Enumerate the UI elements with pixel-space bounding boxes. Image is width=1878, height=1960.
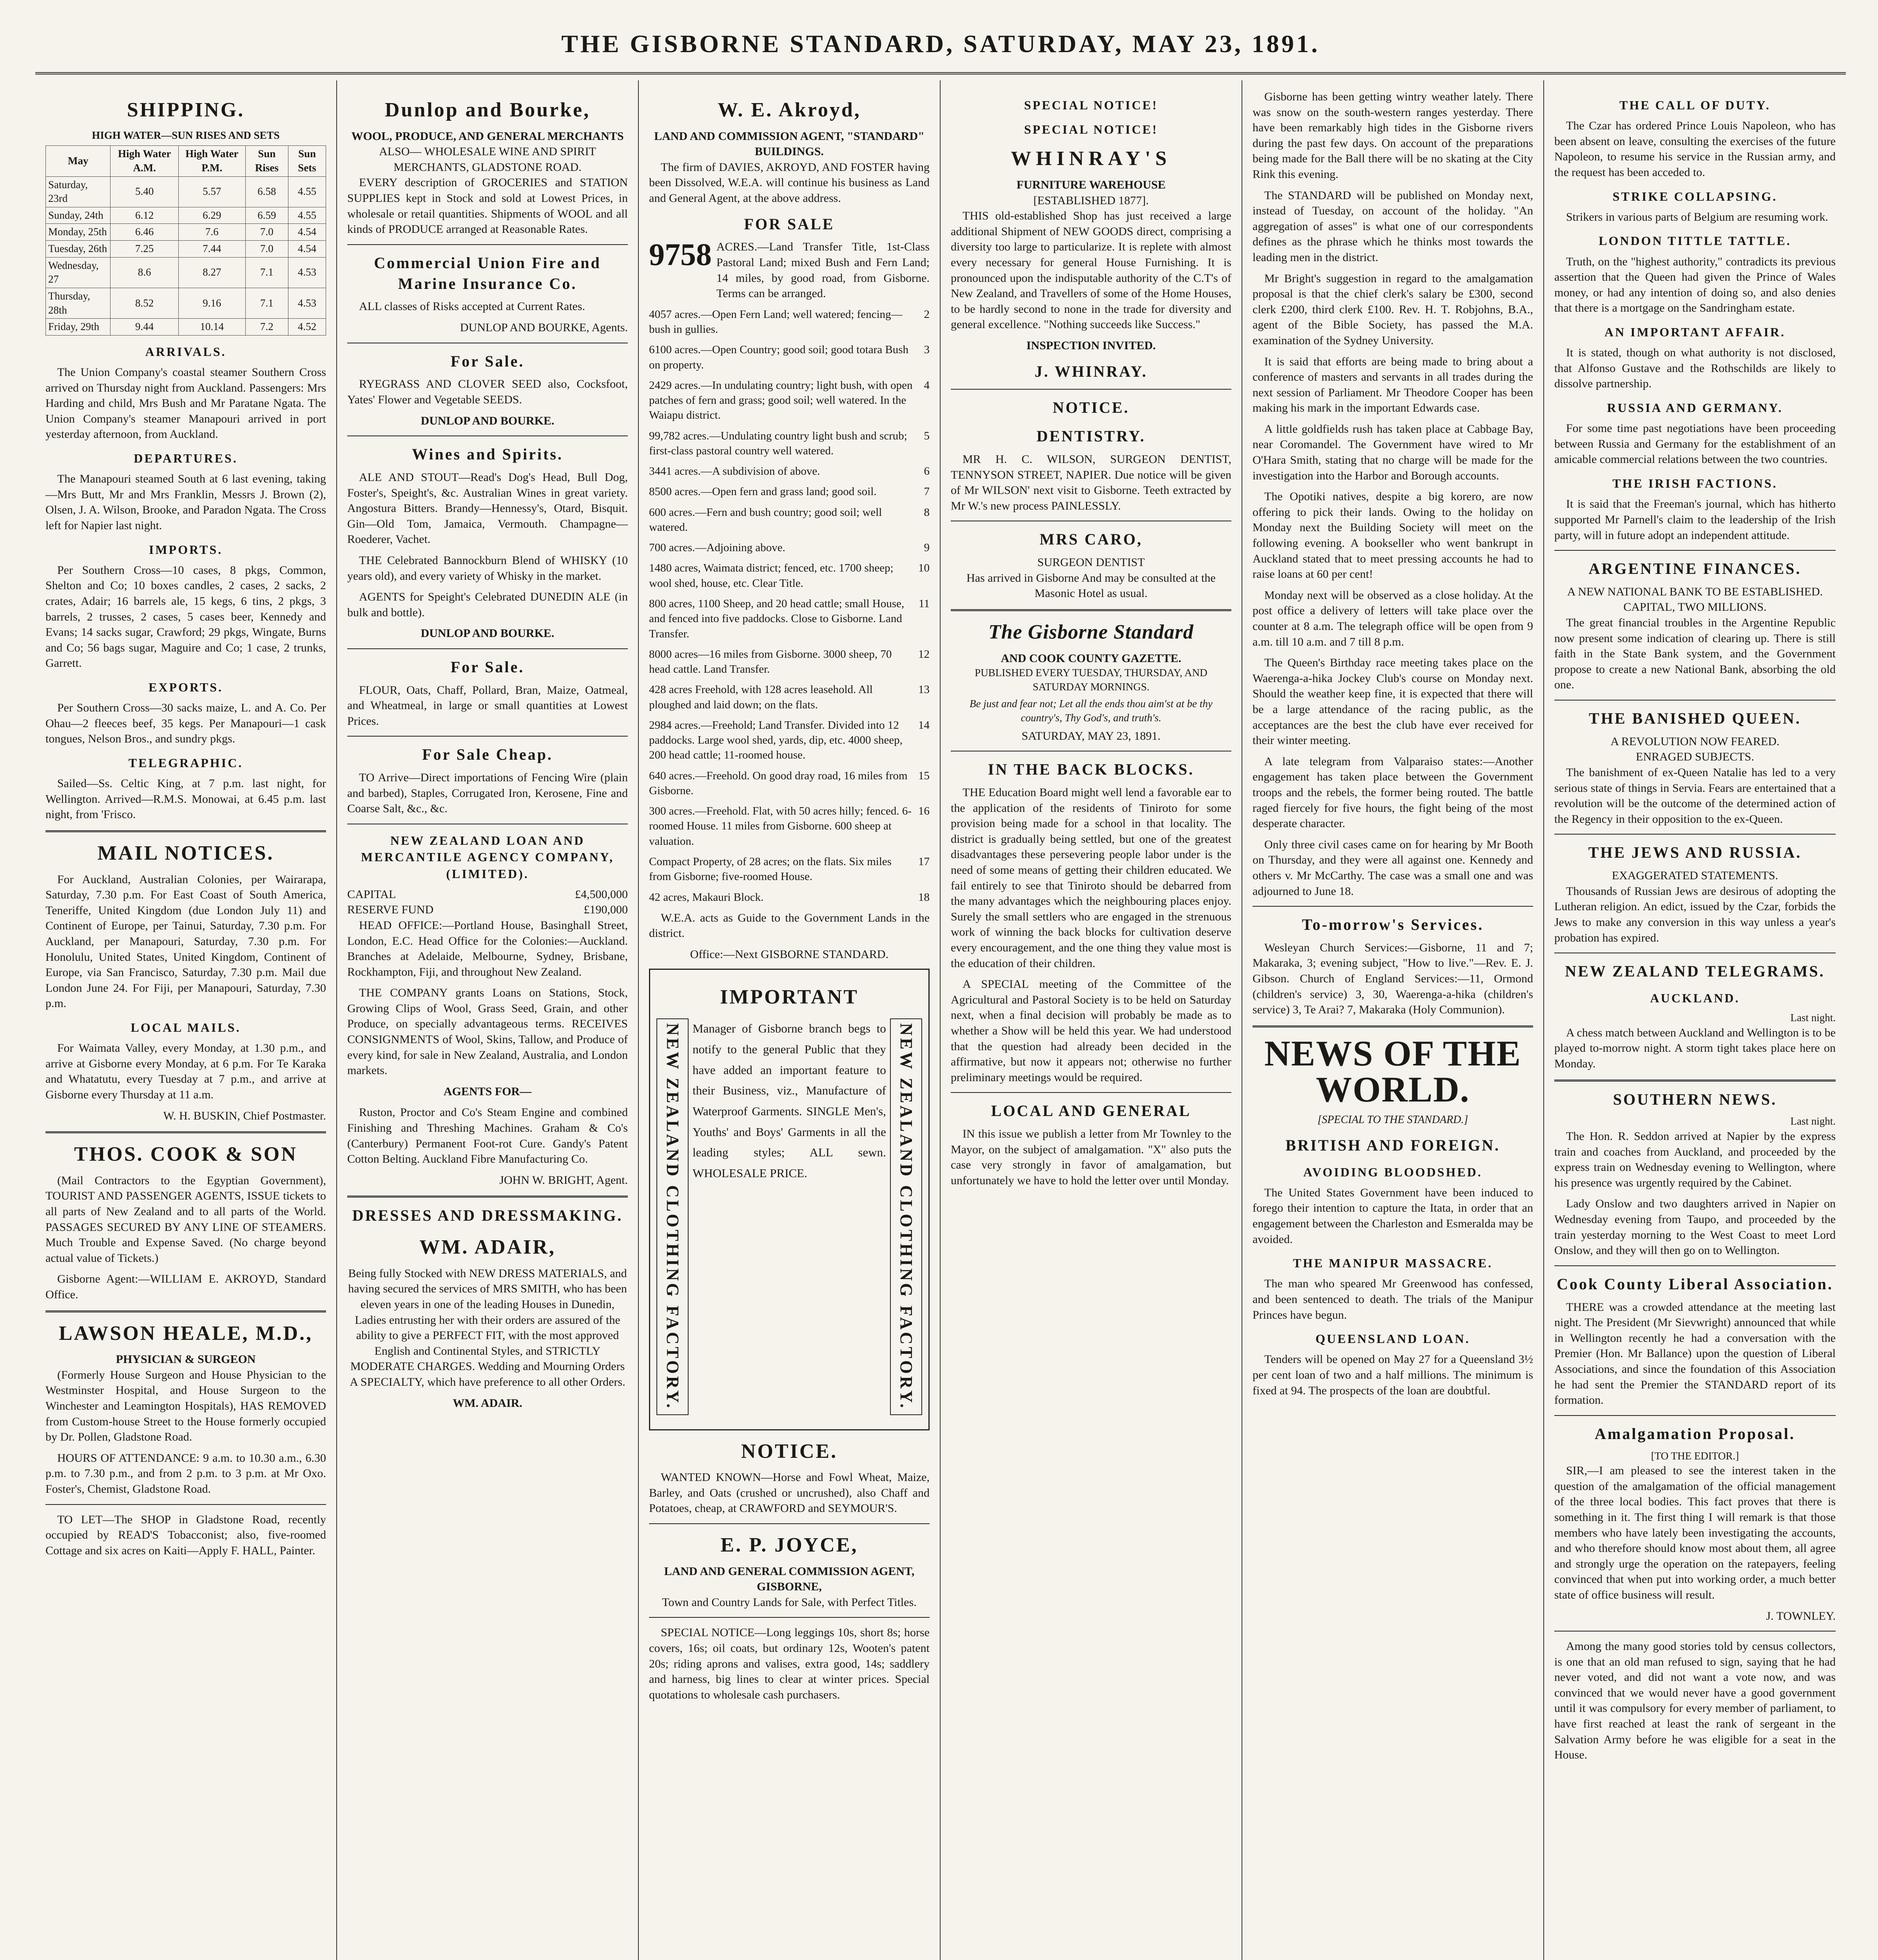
adair-text: Being fully Stocked with NEW DRESS MATERIALS, and having secured the services of MRS SMITH, who has been eleven years in one of the leading Houses in Dunedin, Ladies entrusting her with their orders are assured of the ability to give a PERFECT FIT, with the most approved English and Continental Styles, and STRICTLY MODERATE CHARGES. Wedding and Mourning Orders A SPECIALTY, which have preference to all other Orders. [348, 1267, 627, 1388]
joyce-heading: E. P. JOYCE, [720, 1534, 858, 1557]
whinray-signature: J. WHINRAY. [1034, 362, 1148, 380]
land-lot-text: 99,782 acres.—Undulating country light bush and scrub; first-class pastoral country well watered. [649, 429, 907, 457]
ale-agents-text: AGENTS for Speight's Celebrated DUNEDIN ALE (in bulk and bottle). [347, 590, 628, 619]
land-lot [649, 718, 930, 763]
land-lot-text: 6100 acres.—Open Country; good soil; good totara Bush on property. [649, 343, 909, 371]
land-lot-text: 640 acres.—Freehold. On good dray road, 16 miles from Gisborne. [649, 769, 908, 797]
russia-text: For some time past negotiations have been proceeding between Russia and Germany for the establishment of an amicable commercial relations between the two countries. [1554, 422, 1836, 466]
british-foreign-heading: BRITISH AND FOREIGN. [1285, 1136, 1500, 1154]
queensland-text: Tenders will be opened on May 27 for a Queensland 3½ per cent loan of two and a half millions. The minimum is fixed at 94. The prospects of the loan are doubtful. [1253, 1353, 1533, 1397]
divider [649, 1617, 930, 1618]
strike-text: Strikers in various parts of Belgium are resuming work. [1566, 210, 1829, 223]
flour-sale-text: FLOUR, Oats, Chaff, Pollard, Bran, Maize, Oatmeal, and Wheatmeal, in large or small quantities at Lowest Prices. [347, 683, 628, 728]
banished-text: The banishment of ex-Queen Natalie has led to a very serious state of things in Servia. Fears are entertained that a revolution will be the outcome of the determined action of the Regency in their opposition to the ex-Queen. [1554, 766, 1836, 826]
whinray-subheading: FURNITURE WAREHOUSE [1016, 178, 1166, 192]
amalgamation-to-editor: [TO THE EDITOR.] [1651, 1450, 1739, 1462]
imports-text: Per Southern Cross—10 cases, 8 pkgs, Common, Shelton and Co; 10 boxes candles, 2 cases, 2 sacks, 2 crates, Adair; 16 barrels ale, 15 kegs, 6 tins, 2 pkgs, 3 barrels, 2 trusses, 2 cases, 5 cases beer, Kennedy and Evans; 14 sacks sugar, Crawford; 29 pkgs, Wingate, Burns and Co; 56 bags sugar, Maguire and Co; 1 case, 2 trunks, Garrett. [45, 563, 326, 670]
important-box [649, 969, 930, 1430]
mail-notices-heading: MAIL NOTICES. [97, 842, 274, 864]
wines-heading: Wines and Spirits. [412, 445, 563, 463]
local-paragraph-5: A little goldfields rush has taken place at Cabbage Bay, near Coromandel. The Government have wired to Mr O'Hara Smith, stating that no charge will be made for the investigation into the Harbor and Borough accounts. [1253, 422, 1533, 482]
backblocks-text: THE Education Board might well lend a favorable ear to the application of the residents of Tiniroto for some provision being made for a school in that locality. The district is gradually being settled, but one of the greatest disadvantages these persevering people labor under is the need of some means of getting their children educated. We fail entirely to see that Tiniroto should be debarred from the many advantages which the neighbouring places enjoy. Surely the small settlers who are engaged in the strenuous work of winning the back blocks for cultivation deserve every encouragement, and the one thing they value most is the education of their children. [951, 786, 1231, 970]
whinray-invite: INSPECTION INVITED. [1026, 339, 1156, 352]
special-notice-2: SPECIAL NOTICE! [1024, 122, 1158, 137]
tides-cell: 7.2 [245, 319, 288, 336]
land-lot [649, 307, 930, 337]
tides-cell: Thursday, 28th [46, 288, 111, 318]
land-lot-text: 300 acres.—Freehold. Flat, with 50 acres hilly; fenced. 6-roomed House. 11 miles from Gisborne. 600 sheep at valuation. [649, 805, 912, 848]
important-body-wrap [656, 1018, 922, 1415]
amalgamation-signature: J. TOWNLEY. [1766, 1609, 1836, 1622]
dressmaking-heading: DRESSES AND DRESSMAKING. [352, 1207, 623, 1225]
duty-text: The Czar has ordered Prince Louis Napoleon, who has been absent on leave, consulting the exercises of the future Napoleon, to resume his service in the Russian army, and the request has been acceded to. [1554, 119, 1836, 179]
akroyd-text: The firm of DAVIES, AKROYD, AND FOSTER having been Dissolved, W.E.A. will continue his business as Land and General Agent, at the above address. [649, 160, 930, 205]
telegraphic-heading: TELEGRAPHIC. [128, 755, 243, 770]
services-text: Wesleyan Church Services:—Gisborne, 11 and 7; Makaraka, 3; evening subject, "How to live."—Rev. E. J. Gibson. Church of England Services:—11, Ormond (children's service) 3, 30, Waerenga-a-hika (children's service) 3, Te Arai? 7, Makaraka (Holy Communion). [1253, 941, 1533, 1016]
column-5 [1242, 80, 1544, 1960]
avoiding-heading: AVOIDING BLOODSHED. [1303, 1165, 1483, 1179]
divider [347, 648, 628, 649]
duty-heading: THE CALL OF DUTY. [1619, 98, 1771, 112]
land-lot-number: 17 [918, 855, 930, 868]
vertical-label-right: NEW ZEALAND CLOTHING FACTORY. [890, 1018, 922, 1415]
departures-heading: DEPARTURES. [134, 451, 238, 465]
tides-cell: 7.1 [245, 257, 288, 288]
southern-news-text-2: Lady Onslow and two daughters arrived in Napier on Wednesday evening from Taupo, and proceeded by the train yesterday morning to the West Coast to meet Lord Onslow, and they will then go on to Wellington. [1554, 1197, 1836, 1257]
divider [1554, 700, 1836, 701]
census-paragraph: Among the many good stories told by census collectors, is one that an old man refused to sign, saying that he had never voted, and did not want a vote now, and was convinced that we would never have a good government until it was compulsory for every member of parliament, to have first reached at least the rank of sergeant in the Salvation Army before he was eligible for a seat in the House. [1554, 1640, 1836, 1762]
akroyd-heading: W. E. Akroyd, [718, 99, 861, 121]
amalgamation-text: SIR,—I am pleased to see the interest taken in the question of the amalgamation of the official management of the three local bodies. This fact proves that there is something in it. The first thing I will remark is that those members who have lately been investigating the accounts, and who therefore should know most about them, all agree and strongly urge the operation on the ratepayers, feeling convinced that when put into working order, a much better state of office business will result. [1554, 1464, 1836, 1601]
local-paragraph-8: The Queen's Birthday race meeting takes place on the Waerenga-a-hika Jockey Club's course on Monday next. Should the weather keep fine, it is expected that there will be a large attendance of the racing public, as the acceptances are the best the club have ever received for their winter meeting. [1253, 656, 1533, 747]
land-lot-number: 3 [924, 343, 930, 356]
argentine-subheading-2: CAPITAL, TWO MILLIONS. [1623, 601, 1767, 614]
nz-telegrams-text: A chess match between Auckland and Wellington is to be played to-morrow night. A storm tight takes place here on Monday. [1554, 1026, 1836, 1071]
local-paragraph-3: Mr Bright's suggestion in regard to the amalgamation proposal is that the chief clerk's salary be £300, second clerk £200, third clerk £100. Rev. H. T. Robjohns, B.A., agent of the Bible Society, has passed the M.A. examination of the Sydney University. [1253, 272, 1533, 347]
tides-header-cell: May [46, 146, 111, 176]
nz-loan-text: HEAD OFFICE:—Portland House, Basinghall Street, London, E.C. Head Office for the Colonies:—Auckland. Branches at Adelaide, Melbourne, Sydney, Brisbane, Rockhampton, Fiji, and throughout New Zealand. [347, 918, 628, 978]
dunlop-subheading: WOOL, PRODUCE, AND GENERAL MERCHANTS [351, 129, 624, 143]
nz-telegrams-heading: NEW ZEALAND TELEGRAMS. [1565, 962, 1825, 980]
standard-subtitle: AND COOK COUNTY GAZETTE. [1001, 652, 1182, 665]
land-lot-text: 1480 acres, Waimata district; fenced, etc. 1700 sheep; wool shed, house, etc. Clear Title. [649, 562, 894, 590]
divider [1554, 1631, 1836, 1632]
local-paragraph-6: The Opotiki natives, despite a big korero, are now offering to pick their lands. Owing to the holiday on Monday next the Building Society will meet on the following evening. A bookseller who went bankrupt in Auckland stated that to meet pressing accounts he had to raise loans at 60 per cent! [1253, 490, 1533, 581]
arrivals-heading: ARRIVALS. [145, 344, 227, 359]
land-lot [649, 854, 930, 884]
tides-cell: 7.25 [111, 241, 179, 258]
notice-heading: NOTICE. [1053, 399, 1129, 417]
postmaster-signature: W. H. BUSKIN, Chief Postmaster. [163, 1109, 326, 1122]
standard-nameplate: The Gisborne Standard [988, 621, 1194, 643]
land-lot-text: 2429 acres.—In undulating country; light bush, with open patches of fern and grass; good soil; well watered. In the Waiapu district. [649, 379, 913, 422]
local-paragraph-7: Monday next will be observed as a close holiday. At the post office a delivery of letters will take place over the counter at 8 a.m. The telegraph office will be open from 9 a.m. till 10 a.m. and 7 till 8 p.m. [1253, 588, 1533, 648]
exports-text: Per Southern Cross—30 sacks maize, L. and A. Co. Per Ohau—2 fleeces beef, 35 kegs. Per Manapouri—1 cask tongues, Nelson Bros., and sundry pkgs. [45, 701, 326, 746]
exports-heading: EXPORTS. [148, 680, 223, 694]
cook-county-text: THERE was a crowded attendance at the meeting last night. The President (Mr Sievwright) announced that while in Wellington recently he had a conversation with the Premier (Hon. Mr Ballance) upon the question of Liberal Associations, and since the foundation of this Association he had sent the Premier the STANDARD report of its formation. [1554, 1300, 1836, 1407]
dunlop-heading: Dunlop and Bourke, [384, 99, 591, 121]
notice-heading: NOTICE. [741, 1440, 838, 1463]
land-lot-text: 800 acres, 1100 Sheep, and 20 head cattle; small House, and fenced into five paddocks. Close to Gisborne. Land Transfer. [649, 597, 905, 640]
land-lot-number: 16 [918, 805, 930, 818]
important-heading: IMPORTANT [720, 985, 859, 1008]
dentistry-text: MR H. C. WILSON, SURGEON DENTIST, TENNYSON STREET, NAPIER. Due notice will be given of Mr WILSON' next visit to Gisborne. Teeth extracted by Mr W.'s new process PAINLESSLY. [951, 453, 1231, 512]
argentine-heading: ARGENTINE FINANCES. [1588, 560, 1802, 578]
whinray-heading: WHINRAY'S [1011, 147, 1171, 170]
southern-news-text: The Hon. R. Seddon arrived at Napier by the express train and coaches from Auckland, and proceeded by the express train on Wednesday evening to Wellington, where his presence was urgently required by the Cabinet. [1554, 1130, 1836, 1189]
tides-row [46, 288, 326, 318]
nz-telegrams-date: Last night. [1790, 1012, 1836, 1024]
irish-heading: THE IRISH FACTIONS. [1612, 476, 1778, 491]
local-paragraph-9: A late telegram from Valparaiso states:—Another engagement has taken place between the Government troops and the rebels, the former being routed. The battle raged fiercely for five hours, the fight being of the most desperate character. [1253, 755, 1533, 830]
joyce-subheading: LAND AND GENERAL COMMISSION AGENT, GISBORNE, [664, 1564, 915, 1593]
nz-loan-text-2: THE COMPANY grants Loans on Stations, Stock, Growing Clips of Wool, Grass Seed, Grain, and other Produce, on specially advantageous terms. RECEIVES CONSIGNMENTS of Wool, Skins, Tallow, and Produce of every kind, for sale in New Zealand, Australia, and London markets. [347, 986, 628, 1077]
tides-row [46, 257, 326, 288]
land-lot [649, 464, 930, 479]
standard-motto: Be just and fear not; Let all the ends thou aim'st at be thy country's, Thy God's, and truth's. [970, 698, 1213, 724]
divider [1554, 550, 1836, 551]
divider [347, 736, 628, 737]
reserve-line: RESERVE FUND £190,000 [347, 903, 628, 916]
land-lot [649, 378, 930, 423]
newspaper-page [35, 80, 1846, 1960]
tides-cell: 10.14 [178, 319, 245, 336]
divider [1554, 1080, 1836, 1082]
land-lot [649, 804, 930, 849]
divider [45, 1504, 326, 1505]
land-lot-number: 13 [918, 683, 930, 696]
land-lot-text: 2984 acres.—Freehold; Land Transfer. Divided into 12 paddocks. Large wool shed, yards, dip, etc. 4000 sheep, 200 head cattle; 11-roomed house. [649, 719, 903, 762]
divider [347, 244, 628, 245]
divider [951, 1092, 1231, 1093]
adair-heading: WM. ADAIR, [419, 1236, 556, 1259]
whisky-text: THE Celebrated Bannockburn Blend of WHISKY (10 years old), and every variety of Whisky in the market. [347, 554, 628, 583]
tides-cell: 4.52 [288, 319, 326, 336]
tides-header-cell: High Water P.M. [178, 146, 245, 176]
tides-cell: Monday, 25th [46, 224, 111, 241]
land-lot-number: 12 [918, 648, 930, 661]
lead-lot [649, 239, 930, 301]
tides-cell: 6.46 [111, 224, 179, 241]
tides-header-cell: High Water A.M. [111, 146, 179, 176]
seed-sale-heading: For Sale. [450, 352, 525, 370]
special-tag: [SPECIAL TO THE STANDARD.] [1317, 1113, 1468, 1126]
insurance-heading: Commercial Union Fire and Marine Insurance Co. [374, 254, 601, 292]
standard-published: PUBLISHED EVERY TUESDAY, THURSDAY, AND SATURDAY MORNINGS. [975, 667, 1207, 693]
tides-row [46, 241, 326, 258]
banished-subheading-2: ENRAGED SUBJECTS. [1636, 750, 1754, 764]
southern-news-heading: SOUTHERN NEWS. [1613, 1090, 1777, 1108]
tides-row [46, 176, 326, 207]
land-lot [649, 484, 930, 499]
tides-cell: Saturday, 23rd [46, 176, 111, 207]
land-lot [649, 540, 930, 555]
wines-signature: DUNLOP AND BOURKE. [421, 627, 555, 640]
shipping-heading: SHIPPING. [127, 99, 245, 121]
manipur-heading: THE MANIPUR MASSACRE. [1293, 1256, 1493, 1270]
notice-text: WANTED KNOWN—Horse and Fowl Wheat, Maize, Barley, and Oats (crushed or uncrushed), also Chaff and Potatoes, cheap, at CRAWFORD and SEYMOUR'S. [649, 1471, 930, 1515]
for-sale-heading: FOR SALE [744, 215, 835, 233]
land-lot-text: 4057 acres.—Open Fern Land; well watered; fencing—bush in gullies. [649, 308, 903, 336]
avoiding-text: The United States Government have been induced to forego their intention to capture the Itata, in order that an engagement between the Charleston and Esmeralda may be avoided. [1253, 1186, 1533, 1246]
land-lot-text: 8500 acres.—Open fern and grass land; good soil. [649, 485, 877, 498]
divider [45, 1131, 326, 1133]
tides-cell: 9.16 [178, 288, 245, 318]
local-general-text: IN this issue we publish a letter from Mr Townley to the Mayor, on the subject of amalgamation. "X" also puts the case very strongly in favor of amalgamation, but unfortunately we have to hold the letter over until Monday. [951, 1127, 1231, 1187]
divider [951, 389, 1231, 390]
arrivals-text: The Union Company's coastal steamer Southern Cross arrived on Thursday night from Auckland. Passengers: Mrs Harding and child, Mrs Bush and Mr Paratane Ngata. The Union Company's steamer Manapouri arrived in port yesterday afternoon, from Auckland. [45, 365, 326, 441]
divider [347, 1196, 628, 1198]
agents-list: Ruston, Proctor and Co's Steam Engine and combined Finishing and Threshing Machines. Graham & Co's (Canterbury) Permanent Foot-rot Cure. Gandy's Patent Cotton Belting. Auckland Fibre Manufacturing Co. [347, 1106, 628, 1166]
insurance-agents: DUNLOP AND BOURKE, Agents. [460, 321, 628, 334]
jews-text: Thousands of Russian Jews are desirous of adopting the Lutheran religion. An edict, issued by the Czar, forbids the Jews to make any conversion in this way unless a year's probation has expired. [1554, 884, 1836, 944]
land-lot-text: 8000 acres—16 miles from Gisborne. 3000 sheep, 70 head cattle. Land Transfer. [649, 648, 892, 676]
tides-cell: 8.27 [178, 257, 245, 288]
banished-subheading: A REVOLUTION NOW FEARED. [1610, 735, 1780, 748]
tides-cell: 6.12 [111, 207, 179, 224]
jews-heading: THE JEWS AND RUSSIA. [1588, 844, 1802, 862]
divider [1554, 1265, 1836, 1266]
land-lot-number: 15 [918, 769, 930, 782]
seed-sale-signature: DUNLOP AND BOURKE. [421, 414, 555, 427]
land-lot [649, 561, 930, 591]
nz-telegrams-place: AUCKLAND. [1650, 991, 1740, 1005]
seed-sale-text: RYEGRASS AND CLOVER SEED also, Cocksfoot, Yates' Flower and Vegetable SEEDS. [347, 377, 628, 406]
land-lot-text: 428 acres Freehold, with 128 acres leasehold. All ploughed and laid down; on the flats. [649, 683, 873, 711]
cook-ad-text: (Mail Contractors to the Egyptian Government), TOURIST AND PASSENGER AGENTS, ISSUE tickets to all parts of New Zealand and to all parts of the World. PASSAGES SECURED BY ANY LINE OF STEAMERS. Much Trouble and Expense Saved. (No charge beyond actual value of Tickets.) [45, 1174, 326, 1265]
land-lot [649, 505, 930, 535]
land-lot-number: 5 [924, 429, 930, 442]
special-notice-text: SPECIAL NOTICE—Long leggings 10s, short 8s; horse covers, 16s; oil coats, but ordinary 12s, Wooten's patent 20s; riding aprons and valises, extra good, 14s; saddlery and harness, big lines to clear at winter prices. Special quotations to wholesale cash purchasers. [649, 1626, 930, 1701]
insurance-text: ALL classes of Risks accepted at Current Rates. [359, 300, 586, 313]
tides-cell: 4.53 [288, 288, 326, 318]
masthead [35, 16, 1846, 74]
local-mails-heading: LOCAL MAILS. [131, 1020, 241, 1034]
tides-cell: Friday, 29th [46, 319, 111, 336]
land-lot-number: 4 [924, 379, 930, 392]
tides-header-cell: Sun Sets [288, 146, 326, 176]
land-lot-number: 6 [924, 465, 930, 478]
tides-title: HIGH WATER—SUN RISES AND SETS [92, 129, 280, 141]
land-lot-text: 600 acres.—Fern and bush country; good soil; well watered. [649, 506, 882, 534]
irish-text: It is said that the Freeman's journal, which has hitherto supported Mr Parnell's claim to the leadership of the Irish party, will in future adopt an independent attitude. [1554, 497, 1836, 542]
tides-cell: Tuesday, 26th [46, 241, 111, 258]
divider [1253, 906, 1533, 907]
dentistry-heading: DENTISTRY. [1036, 427, 1146, 445]
tides-cell: Wednesday, 27 [46, 257, 111, 288]
tides-cell: 8.6 [111, 257, 179, 288]
land-lot [649, 596, 930, 641]
land-lot [649, 342, 930, 372]
tides-cell: 4.55 [288, 207, 326, 224]
divider [45, 830, 326, 832]
land-lot-text: Compact Property, of 28 acres; on the flats. Six miles from Gisborne; five-roomed House. [649, 855, 892, 883]
tattle-heading: LONDON TITTLE TATTLE. [1599, 234, 1791, 248]
caro-subheading: SURGEON DENTIST [1037, 556, 1145, 569]
whinray-text: THIS old-established Shop has just received a large additional Shipment of NEW GOODS direct, comprising a diversity too large to particularize. It is replete with almost every necessary for general House Furnishing. It is pronounced upon the indisputable authority of the C.T's of New Zealand, and Travellers of some of the Home Houses, to be hardly second to none in the trade for diversity and general excellence. "Nothing succeeds like Success." [951, 209, 1231, 331]
column-2 [337, 80, 639, 1960]
to-let-ad: TO LET—The SHOP in Gladstone Road, recently occupied by READ'S Tobacconist; also, five-roomed Cottage and six acres on Kaiti—Apply F. HALL, Painter. [45, 1513, 326, 1557]
tides-cell: 8.52 [111, 288, 179, 318]
imports-heading: IMPORTS. [149, 542, 223, 557]
joyce-text: Town and Country Lands for Sale, with Perfect Titles. [662, 1595, 917, 1609]
dunlop-text: EVERY description of GROCERIES and STATION SUPPLIES kept in Stock and sold at Lowest Prices, in wholesale or retail quantities. Shipments of WOOL and all kinds of PRODUCE arranged at Reasonable Rates. [347, 176, 628, 236]
divider [951, 609, 1231, 611]
tides-cell: 4.55 [288, 176, 326, 207]
tides-row [46, 224, 326, 241]
jews-subheading: EXAGGERATED STATEMENTS. [1612, 869, 1778, 882]
caro-text: Has arrived in Gisborne And may be consulted at the Masonic Hotel as usual. [966, 571, 1216, 600]
land-lot-number: 14 [918, 719, 930, 731]
nz-loan-heading: NEW ZEALAND LOAN AND MERCANTILE AGENCY COMPANY, (LIMITED). [361, 833, 614, 881]
divider [1554, 834, 1836, 835]
affair-heading: AN IMPORTANT AFFAIR. [1604, 325, 1786, 339]
divider [45, 1310, 326, 1312]
cook-ad-heading: THOS. COOK & SON [74, 1143, 297, 1166]
heale-ad-text: (Formerly House Surgeon and House Physician to the Westminster Hospital, and House Surgeon to the Winchester and Leamington Hospitals), HAS REMOVED from Custom-house Street to the House formerly occupied by Dr. Pollen, Gladstone Road. [45, 1368, 326, 1444]
tattle-text: Truth, on the "highest authority," contradicts its previous assertion that the Queen had given the Prince of Wales money, or had any intention of doing so, and also denies that there is a mortgage on the Sandringham estate. [1554, 255, 1836, 315]
local-general-heading: LOCAL AND GENERAL [991, 1102, 1191, 1120]
tides-cell: 7.0 [245, 241, 288, 258]
tides-row [46, 319, 326, 336]
land-lot [649, 768, 930, 799]
tides-cell: 6.58 [245, 176, 288, 207]
flour-sale-heading: For Sale. [450, 658, 525, 676]
land-lot [649, 682, 930, 712]
tides-cell: 9.44 [111, 319, 179, 336]
mail-notices-text: For Auckland, Australian Colonies, per Wairarapa, Saturday, 7.30 p.m. For East Coast of South America, Teneriffe, United Kingdom (due London July 11) and Continent of Europe, per Tainui, Saturday, 7.30 p.m. For Auckland, per Manapouri, Saturday, 7.30 p.m. For Honolulu, United States, United Kingdom, Continent of Europe, via San Francisco, Saturday, 7.30 p.m. Mail due London June 24. For Fiji, per Manapouri, Saturday, 7.30 p.m. [45, 873, 326, 1010]
heale-ad-subheading: PHYSICIAN & SURGEON [116, 1353, 256, 1366]
banished-heading: THE BANISHED QUEEN. [1589, 710, 1801, 728]
manipur-text: The man who speared Mr Greenwood has confessed, and been sentenced to death. The trials of the Manipur Princes have begun. [1253, 1277, 1533, 1321]
land-lot-number: 2 [924, 308, 930, 321]
argentine-text: The great financial troubles in the Argentine Republic now present some indication of clearing up. There is still faith in the State Bank system, and the Government propose to create a new National Bank, absorbing the old one. [1554, 616, 1836, 691]
tides-cell: 4.53 [288, 257, 326, 288]
column-4 [941, 80, 1242, 1960]
masthead-title: THE GISBORNE STANDARD, SATURDAY, MAY 23, 1891. [561, 30, 1320, 58]
heale-ad-hours: HOURS OF ATTENDANCE: 9 a.m. to 10.30 a.m., 6.30 p.m. to 7.30 p.m., and from 2 p.m. to 3 p.m. at Mr Oxo. Foster's, Chemist, Gladstone Road. [45, 1451, 326, 1495]
standard-date: SATURDAY, MAY 23, 1891. [1021, 729, 1161, 742]
tides-cell: 5.57 [178, 176, 245, 207]
column-1 [35, 80, 337, 1960]
land-lot-number: 11 [919, 597, 930, 610]
tides-cell: 7.1 [245, 288, 288, 318]
local-paragraph-1: Gisborne has been getting wintry weather lately. There was snow on the south-western ranges yesterday. There have been remarkably high tides in the Gisborne rivers during the past few days. On account of the preparations being made for the Ball there will be no skating at the City Rink this evening. [1253, 90, 1533, 181]
divider [649, 1523, 930, 1524]
land-lot-text: 3441 acres.—A subdivision of above. [649, 465, 820, 478]
column-3 [639, 80, 941, 1960]
whinray-established: [ESTABLISHED 1877]. [1033, 194, 1149, 207]
heale-ad-heading: LAWSON HEALE, M.D., [58, 1322, 313, 1345]
cheap-sale-text: TO Arrive—Direct importations of Fencing Wire (plain and barbed), Staples, Corrugated Iron, Kerosene, Fine and Coarse Salt, &c., &c. [347, 771, 628, 815]
adair-signature: WM. ADAIR. [453, 1396, 522, 1410]
tides-cell: 6.29 [178, 207, 245, 224]
tides-cell: 4.54 [288, 241, 326, 258]
departures-text: The Manapouri steamed South at 6 last evening, taking—Mrs Butt, Mr and Mrs Franklin, Messrs J. Brown (2), Olsen, J. A. Wilson, Brooke, and Paradon Ngata. The Cross left for Napier last night. [45, 472, 326, 532]
special-notice-1: SPECIAL NOTICE! [1024, 98, 1158, 112]
agents-for-heading: AGENTS FOR— [443, 1085, 532, 1098]
tides-cell: 7.0 [245, 224, 288, 241]
news-of-world-heading: NEWS OF THE WORLD. [1264, 1033, 1521, 1109]
telegraphic-text: Sailed—Ss. Celtic King, at 7 p.m. last night, for Wellington. Arrived—R.M.S. Monowai, at 6.45 p.m. last night, from 'Frisco. [45, 777, 326, 821]
capital-line: CAPITAL £4,500,000 [347, 887, 628, 901]
tides-cell: Sunday, 24th [46, 207, 111, 224]
services-heading: To-morrow's Services. [1302, 916, 1484, 934]
lead-acres: 9758 [649, 238, 712, 272]
local-paragraph-10: Only three civil cases came on for hearing by Mr Booth on Thursday, and they were all against one. Kennedy and others v. Mr McCarthy. The case was a small one and was adjourned to June 18. [1253, 838, 1533, 898]
tides-cell: 6.59 [245, 207, 288, 224]
caro-heading: MRS CARO, [1039, 530, 1143, 548]
amalgamation-heading: Amalgamation Proposal. [1595, 1425, 1795, 1443]
tides-row [46, 207, 326, 224]
divider [1554, 1415, 1836, 1416]
russia-heading: RUSSIA AND GERMANY. [1607, 401, 1783, 415]
tides-cell: 5.40 [111, 176, 179, 207]
land-lot [649, 890, 930, 905]
tides-cell: 7.44 [178, 241, 245, 258]
land-lot-list [649, 307, 930, 905]
southern-news-date: Last night. [1790, 1115, 1836, 1127]
dunlop-subheading-2: ALSO— WHOLESALE WINE AND SPIRIT MERCHANTS, GLADSTONE ROAD. [379, 145, 596, 174]
land-lot [649, 647, 930, 677]
column-6 [1544, 80, 1846, 1960]
tides-cell: 7.6 [178, 224, 245, 241]
important-text: Manager of Gisborne branch begs to notify to the general Public that they have added an important feature to their Business, viz., Manufacture of Waterproof Garments. SINGLE Men's, Youths' and Boys' Garments in all the leading styles; ALL sewn. WHOLESALE PRICE. [692, 1022, 886, 1180]
queensland-heading: QUEENSLAND LOAN. [1315, 1332, 1470, 1346]
land-lot-text: 700 acres.—Adjoining above. [649, 541, 785, 554]
lead-text: ACRES.—Land Transfer Title, 1st-Class Pastoral Land; mixed Bush and Fern Land; 14 miles, by good road, from Gisborne. Terms can be arranged. [716, 240, 930, 300]
guide-text: W.E.A. acts as Guide to the Government Lands in the district. [649, 911, 930, 940]
tides-table [45, 145, 326, 336]
tides-header-cell: Sun Rises [245, 146, 288, 176]
local-mails-text: For Waimata Valley, every Monday, at 1.30 p.m., and arrive at Gisborne every Monday, at 6 p.m. For Te Karaka and Whatatutu, every Tuesday at 7 p.m., and arrive at Gisborne every Thursday at 11 a.m. [45, 1042, 326, 1101]
land-lot-number: 18 [918, 891, 930, 904]
akroyd-subheading: LAND AND COMMISSION AGENT, "STANDARD" BUILDINGS. [654, 129, 924, 158]
argentine-subheading: A NEW NATIONAL BANK TO BE ESTABLISHED. [1567, 585, 1823, 598]
affair-text: It is stated, though on what authority is not disclosed, that Alfonso Gustave and the Rothschilds are likely to dissolve partnership. [1554, 346, 1836, 390]
land-lot-number: 8 [924, 506, 930, 519]
vertical-label-left: NEW ZEALAND CLOTHING FACTORY. [656, 1018, 689, 1415]
bright-signature: JOHN W. BRIGHT, Agent. [499, 1173, 628, 1187]
tides-cell: 4.54 [288, 224, 326, 241]
land-lot-number: 7 [924, 485, 930, 498]
backblocks-heading: IN THE BACK BLOCKS. [988, 760, 1195, 779]
strike-heading: STRIKE COLLAPSING. [1612, 189, 1778, 203]
cheap-sale-heading: For Sale Cheap. [422, 746, 553, 764]
land-lot-number: 10 [918, 562, 930, 575]
backblocks-text-2: A SPECIAL meeting of the Committee of the Agricultural and Pastoral Society is to be held on Saturday next, when a final decision will probably be made as to whether a Show will be held this year. We had understood that the question had already been decided in the affirmative, but now it appears not; otherwise no further preliminary meetings would be required. [951, 978, 1231, 1084]
land-lot-number: 9 [924, 541, 930, 554]
local-paragraph-2: The STANDARD will be published on Monday next, instead of Tuesday, on account of the holiday. "An aggregation of asses" is what one of our correspondents defines as the phrase which he thinks most towards the leading men in the district. [1253, 189, 1533, 264]
office-text: Office:—Next GISBORNE STANDARD. [690, 947, 889, 961]
wines-text: ALE AND STOUT—Read's Dog's Head, Bull Dog, Foster's, Speight's, &c. Australian Wines in great variety. Angostura Bitters. Brandy—Hennessy's, Otard, Bisquit. Gin—Old Tom, Jamaica, Vermouth. Champagne—Roederer, Vachet. [347, 470, 628, 546]
land-lot [649, 428, 930, 459]
local-paragraph-4: It is said that efforts are being made to bring about a conference of masters and servants in all trades during the next session of Parliament. Mr Theodore Cooper has been making his mark in the important Edwards case. [1253, 355, 1533, 415]
cook-county-heading: Cook County Liberal Association. [1557, 1275, 1833, 1293]
cook-ad-agent: Gisborne Agent:—WILLIAM E. AKROYD, Standard Office. [45, 1272, 326, 1301]
divider [1253, 1025, 1533, 1027]
land-lot-text: 42 acres, Makauri Block. [649, 891, 764, 904]
